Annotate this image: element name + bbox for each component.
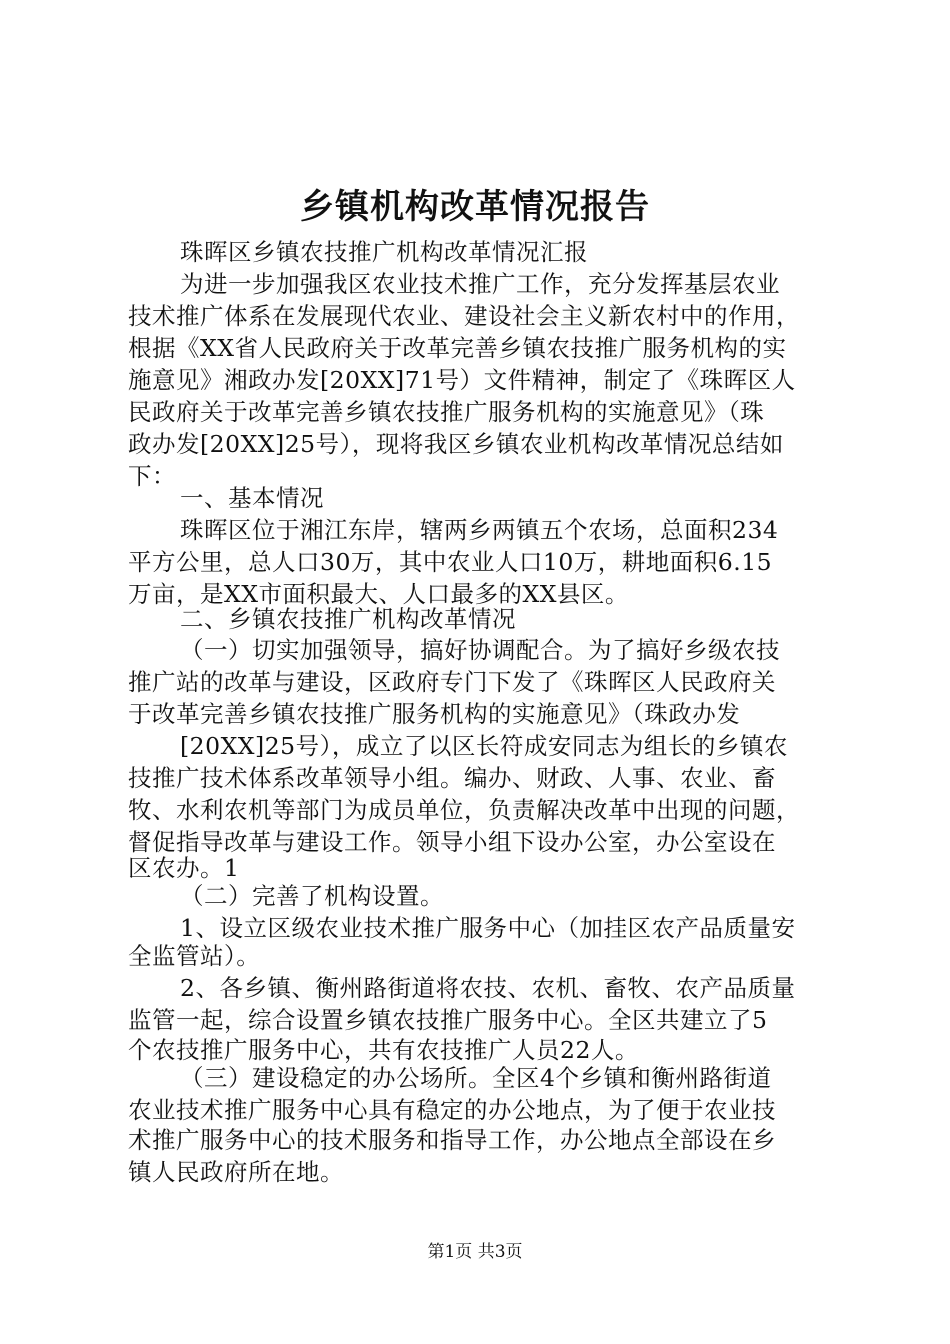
page-number: 第1页 共3页: [427, 1242, 523, 1262]
text-line: （三）建设稳定的办公场所。全区4个乡镇和衡州路街道: [180, 1064, 772, 1092]
text-line: 2、各乡镇、衡州路街道将农技、农机、畜牧、农产品质量: [180, 974, 796, 1002]
text-line: 珠晖区位于湘江东岸，辖两乡两镇五个农场，总面积234: [180, 516, 779, 544]
subsection-heading: （二）完善了机构设置。: [180, 882, 444, 910]
text-line: 民政府关于改革完善乡镇农技推广服务机构的实施意见》（珠: [128, 398, 765, 426]
text-line: 于改革完善乡镇农技推广服务机构的实施意见》（珠政办发: [128, 700, 741, 728]
text-line: 推广站的改革与建设，区政府专门下发了《珠晖区人民政府关: [128, 668, 776, 696]
text-line: 1、设立区级农业技术推广服务中心（加挂区农产品质量安: [180, 914, 796, 942]
text-line: 下：: [128, 462, 176, 490]
section-heading: 二、乡镇农技推广机构改革情况: [180, 605, 516, 633]
text-line: 术推广服务中心的技术服务和指导工作，办公地点全部设在乡: [128, 1126, 776, 1154]
document-title: 乡镇机构改革情况报告: [300, 187, 650, 227]
text-line: 技术推广体系在发展现代农业、建设社会主义新农村中的作用，: [128, 302, 800, 330]
text-line: 督促指导改革与建设工作。领导小组下设办公室，办公室设在: [128, 828, 776, 856]
text-line: 区农办。1: [128, 854, 240, 882]
text-line: 个农技推广服务中心，共有农技推广人员22人。: [128, 1036, 639, 1064]
text-line: 政办发[20XX]25号），现将我区乡镇农业机构改革情况总结如: [128, 430, 784, 458]
text-line: 牧、水利农机等部门为成员单位，负责解决改革中出现的问题，: [128, 796, 800, 824]
text-line: 根据《XX省人民政府关于改革完善乡镇农技推广服务机构的实: [128, 334, 787, 362]
text-line: 珠晖区乡镇农技推广机构改革情况汇报: [180, 238, 588, 266]
text-line: 镇人民政府所在地。: [128, 1158, 344, 1186]
text-line: 施意见》湘政办发[20XX]71号）文件精神，制定了《珠晖区人: [128, 366, 796, 394]
text-line: 技推广技术体系改革领导小组。编办、财政、人事、农业、畜: [128, 764, 776, 792]
text-line: 为进一步加强我区农业技术推广工作，充分发挥基层农业: [180, 270, 780, 298]
section-heading: 一、基本情况: [180, 484, 324, 512]
text-line: 监管一起，综合设置乡镇农技推广服务中心。全区共建立了5: [128, 1006, 768, 1034]
text-line: 万亩，是XX市面积最大、人口最多的XX县区。: [128, 580, 629, 608]
text-line: 全监管站）。: [128, 942, 261, 970]
text-line: 平方公里，总人口30万，其中农业人口10万，耕地面积6.15: [128, 548, 773, 576]
text-line: [20XX]25号），成立了以区长符成安同志为组长的乡镇农: [180, 732, 788, 760]
text-line: （一）切实加强领导，搞好协调配合。为了搞好乡级农技: [180, 636, 780, 664]
text-line: 农业技术推广服务中心具有稳定的办公地点，为了便于农业技: [128, 1096, 776, 1124]
